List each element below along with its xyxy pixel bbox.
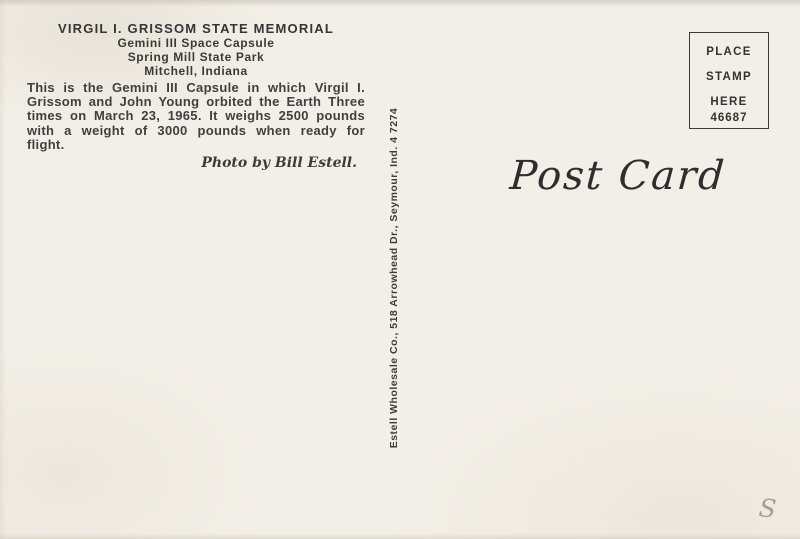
photo-credit: Photo by Bill Estell.: [201, 155, 357, 172]
stamp-box: [689, 32, 769, 129]
description-line: with a weight of 3000 pounds when ready for: [27, 122, 365, 138]
stamp-box-number: 46687: [710, 112, 748, 124]
publisher-imprint: Estell Wholesale Co., 518 Arrowhead Dr., Seymour, Ind. 4 7274: [388, 107, 400, 449]
description-line: times on March 23, 1965. It weighs 2500 pounds: [27, 108, 365, 124]
description-line: This is the Gemini III Capsule in which Virgil I.: [27, 80, 365, 95]
stamp-box-line: STAMP: [706, 71, 752, 83]
post-card-script-label: Post Card: [508, 153, 728, 199]
description-line: flight.: [27, 136, 65, 152]
subtitle-capsule: Gemini III Space Capsule: [117, 36, 275, 50]
subtitle-city: Mitchell, Indiana: [144, 64, 248, 78]
subtitle-park: Spring Mill State Park: [127, 50, 265, 64]
stamp-box-line: HERE: [710, 96, 748, 108]
handwritten-pencil-mark: S: [757, 493, 778, 524]
stamp-box-line: PLACE: [706, 46, 752, 58]
memorial-title: VIRGIL I. GRISSOM STATE MEMORIAL: [57, 21, 335, 36]
message-block: [27, 21, 365, 171]
description-paragraph: [27, 81, 365, 152]
description-line: Grissom and John Young orbited the Earth Three: [27, 94, 365, 110]
